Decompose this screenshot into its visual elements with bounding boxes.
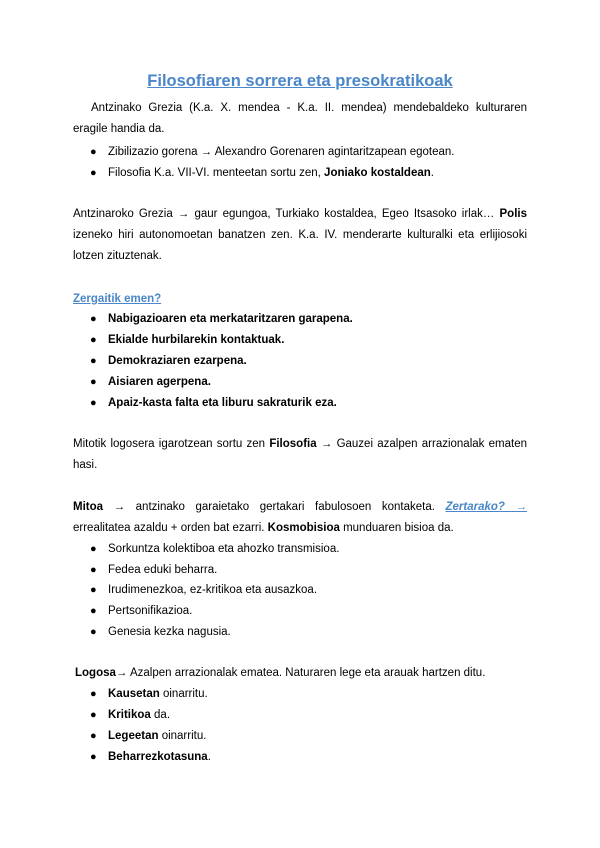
bullet-icon: ● — [90, 376, 97, 388]
bullet-icon: ● — [90, 751, 97, 763]
why-heading[interactable]: Zergaitik emen? — [73, 293, 162, 305]
bullet-icon: ● — [90, 730, 97, 742]
bullet-icon: ● — [90, 543, 97, 555]
mitoa-paragraph: Mitoa → antzinako garaietako gertakari fabulosoen kontaketa. Zertarako? → errealitatea azaldu + orden bat ezarri. Kosmobisioa munduaren bisioa da. — [73, 501, 528, 534]
intro-paragraph: Antzinako Grezia (K.a. X. mendea - K.a. II. mendea) mendebaldeko kulturaren eragile handia da. — [73, 102, 527, 135]
logosa-paragraph: Logosa→ Azalpen arrazionalak ematea. Naturaren lege eta arauak hartzen ditu. — [75, 667, 486, 679]
zertarako-link[interactable]: Zertarako? → — [445, 501, 528, 513]
bullet-icon: ● — [90, 334, 97, 346]
document-page: Filosofiaren sorrera eta presokratikoak Antzinako Grezia (K.a. X. mendea - K.a. II. mendea) mendebaldeko kulturaren eragile handia da. ● Zibilizazio gorena → Alexandro Gorenaren agintaritzapean egotean. ● Filosofia K.a. VII-VI. menteetan sortu zen, Joniako kostaldean. Antzinaroko Grezia → gaur egungoa, Turkiako kostaldea, Egeo Itsasoko irlak… Polis izeneko hiri autonomoetan banatzen zen. K.a. IV. menderarte kulturalki eta erlijiosoki lotzen zituztenak. Zergaitik emen? ● Nabigazioaren eta merkataritzaren garapena. ● Ekialde hurbilarekin kontaktuak. ● Demokraziaren ezarpena. ● Aisiaren agerpena. ● Apaiz-kasta falta eta liburu sakraturik eza. Mitotik logosera igarotzean sortu zen Filosofia → Gauzei azalpen arrazionalak ematen hasi. Mitoa → antzinako garaietako gertakari fabulosoen kontaketa. Zertarako? → errealitatea azaldu + orden bat ezarri. Kosmobisioa munduaren bisioa da. ● Sorkuntza kolektiboa eta ahozko transmisioa. ● Fedea eduki beharra. ● Irudimenezkoa, ez-kritikoa eta ausazkoa. ● Pertsonifikazioa. ● Genesia kezka nagusia. Logosa→ Azalpen arrazionalak ematea. Naturaren lege eta arauak hartzen ditu. ● Kausetan oinarritu. ● Kritikoa da. ● Legeetan oinarritu. ● Beharrezkotasuna. — [0, 0, 600, 848]
bullet-icon: ● — [90, 605, 97, 617]
bullet-icon: ● — [90, 167, 97, 179]
bullet-icon: ● — [90, 397, 97, 409]
bullet-icon: ● — [90, 313, 97, 325]
page-title: Filosofiaren sorrera eta presokratikoak — [147, 72, 453, 90]
bullet-icon: ● — [90, 626, 97, 638]
bullet-icon: ● — [90, 688, 97, 700]
greece-paragraph: Antzinaroko Grezia → gaur egungoa, Turkiako kostaldea, Egeo Itsasoko irlak… Polis izeneko hiri autonomoetan banatzen zen. K.a. IV. menderarte kulturalki eta erlijiosoki lotzen zituztenak. — [73, 208, 527, 262]
philosophy-paragraph: Mitotik logosera igarotzean sortu zen Filosofia → Gauzei azalpen arrazionalak ematen hasi. — [73, 438, 527, 471]
bullet-icon: ● — [90, 146, 97, 158]
bullet-icon: ● — [90, 584, 97, 596]
bullet-icon: ● — [90, 355, 97, 367]
bullet-icon: ● — [90, 564, 97, 576]
bullet-icon: ● — [90, 709, 97, 721]
